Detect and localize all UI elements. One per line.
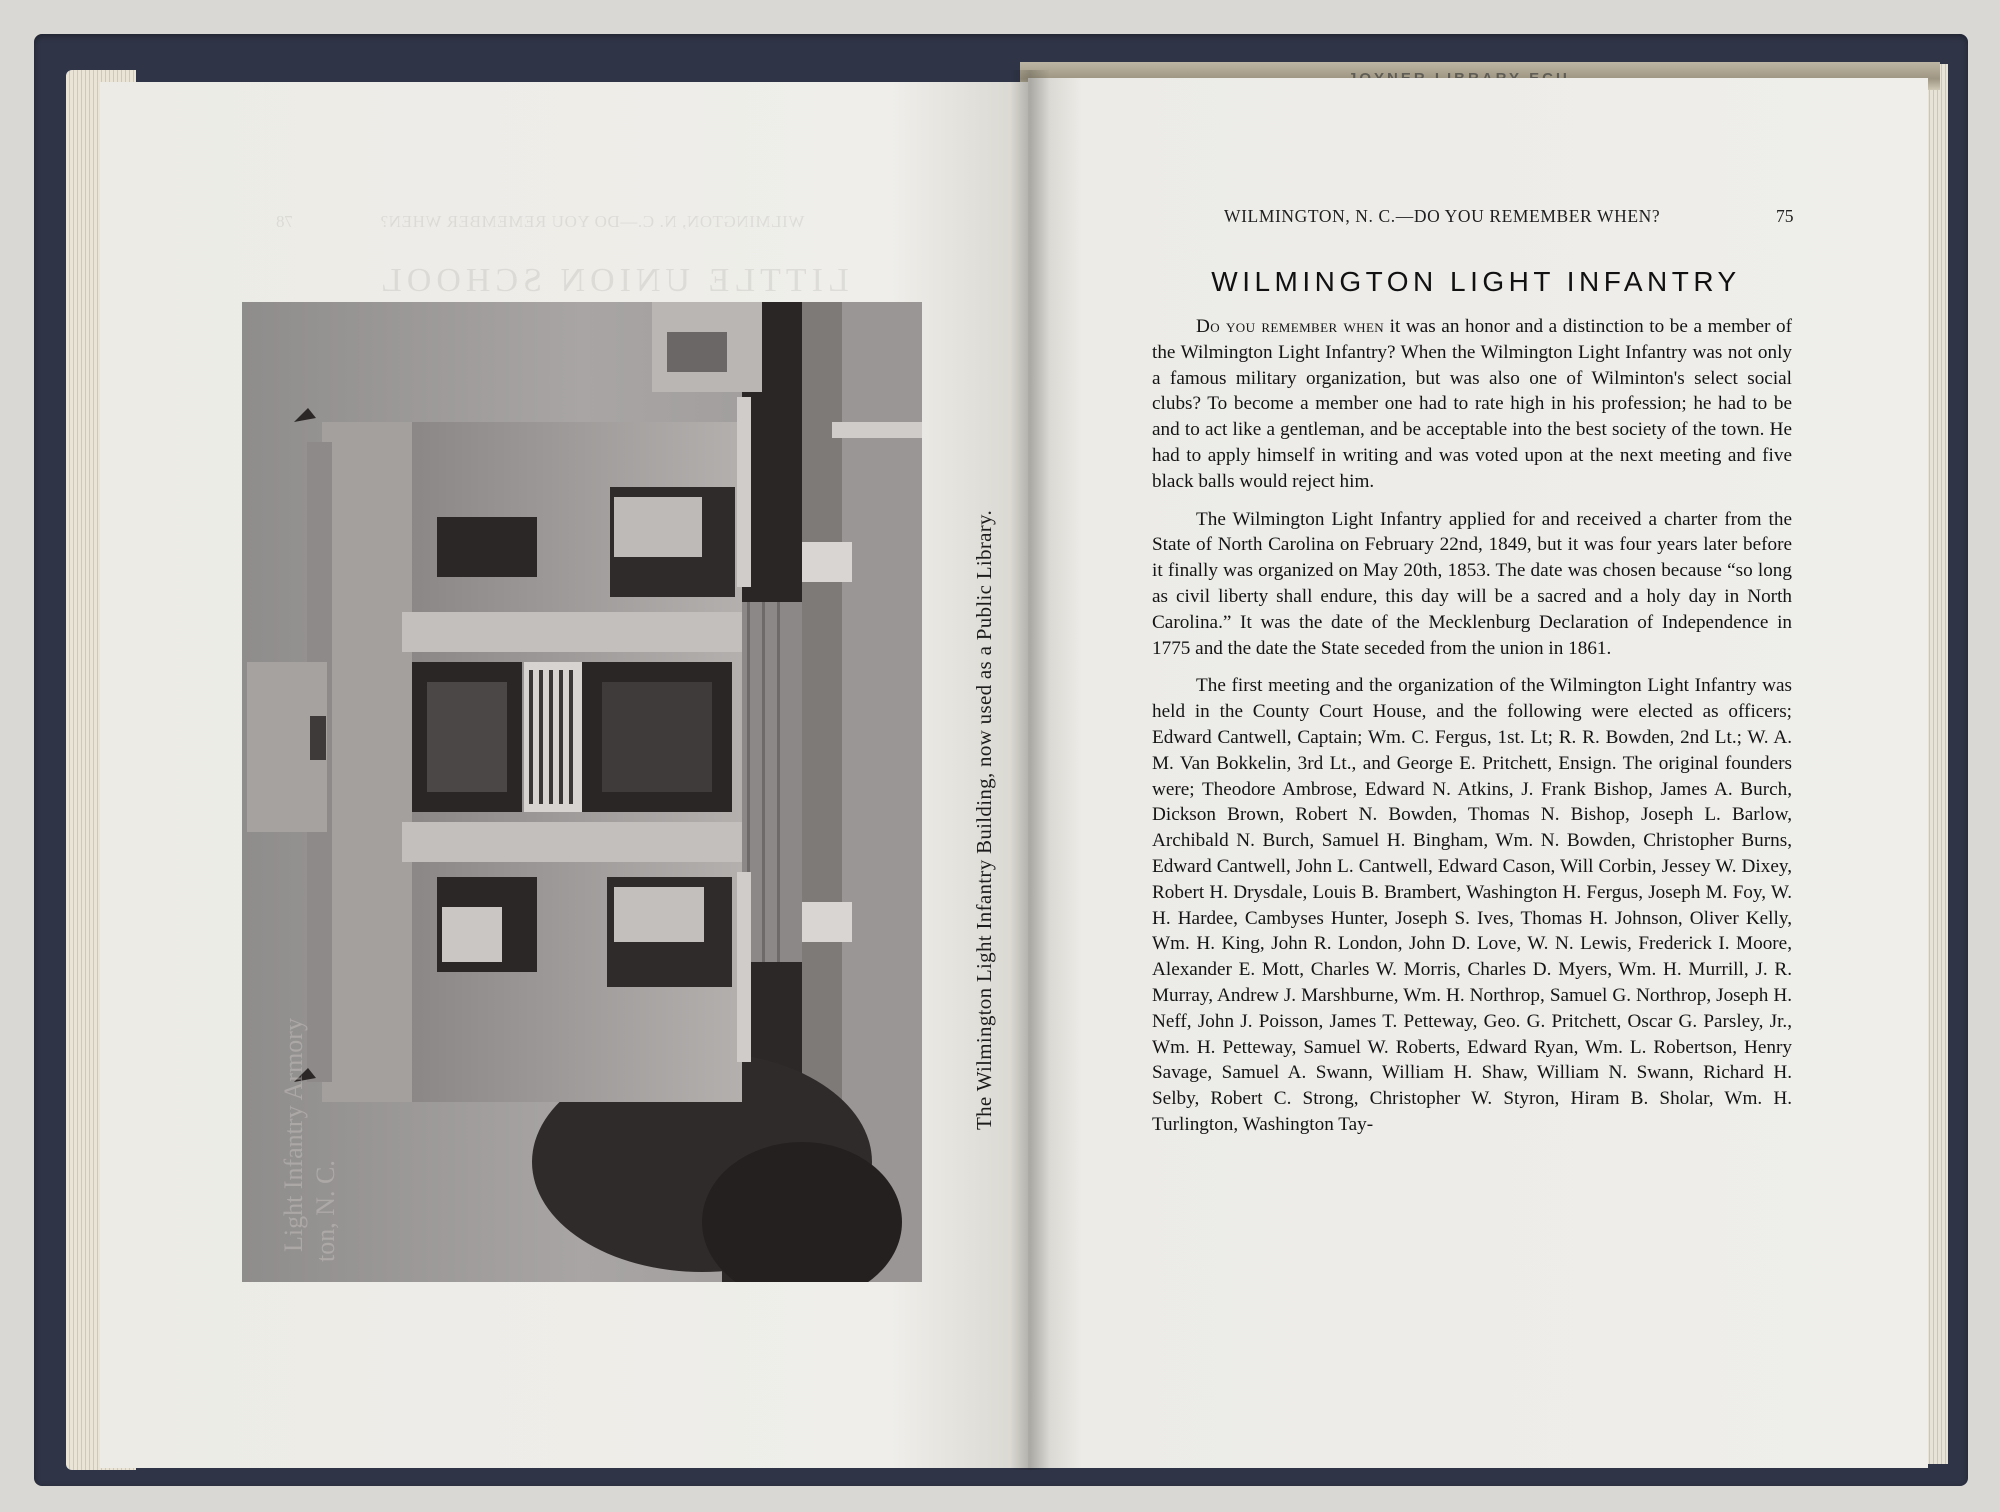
photo-faded-text-1: Light Infantry Armory [279, 1018, 308, 1252]
bleed-through-header: WILMINGTON, N. C.—DO YOU REMEMBER WHEN? [380, 212, 805, 231]
photo-faded-text-2: ton, N. C. [311, 1160, 340, 1262]
paragraph-1-lead: Do you remember when [1196, 316, 1385, 337]
chapter-title: WILMINGTON LIGHT INFANTRY [1211, 266, 1741, 297]
bleed-through-page-number: 78 [276, 212, 293, 231]
bleed-through-title: LITTLE UNION SCHOOL [376, 262, 849, 299]
page-number: 75 [1776, 206, 1794, 226]
paragraph-2: The Wilmington Light Infantry applied for and received a charter from the State of North Carolina on February 22nd, 1849, but it was four years later before it finally was organized on May 20th, 1853. The date was chosen because “so long as civil liberty shall endure, this day will be a sacred and a holy day in North Carolina.” It was the date of the Mecklenburg Declaration of Independence in 1775 and the date the State seceded from the union in 1861. [1152, 508, 1792, 659]
paragraph-3: The first meeting and the organization of the Wilmington Light Infantry was held in the County Court House, and the following were elected as officers; Edward Cantwell, Captain; Wm. C. Fergus, 1st. Lt; R. R. Bowden, 2nd Lt.; W. A. M. Van Bokkelin, 3rd Lt., and George E. Pritchett, Ensign. The original founders were; Theodore Ambrose, Edward N. Atkins, J. Frank Bishop, James A. Burch, Dickson Brown, Robert N. Bowden, Thomas N. Bishop, Joseph L. Barlow, Archibald N. Burch, Samuel H. Bingham, Wm. N. Bowden, Christopher Burns, Edward Cantwell, John L. Cantwell, Edward Cason, Will Corbin, Jessey W. Dixey, Robert H. Drysdale, Louis B. Brambert, Washington H. Fergus, Joseph M. Foy, W. H. Hardee, Cambyses Hunter, Joseph S. Ives, Thomas H. Johnson, Oliver Kelly, Wm. H. King, John R. London, John D. Love, W. N. Lewis, Frederick I. Moore, Alexander E. Mott, Charles W. Morris, Charles D. Myers, Wm. H. Murrill, J. R. Murray, Andrew J. Marshburne, Wm. H. Northrop, Samuel G. Northrop, Joseph H. Neff, John J. Poisson, James T. Petteway, Geo. G. Pritchett, Oscar G. Parsley, Jr., Wm. H. Petteway, Samuel W. Roberts, Edward Ryan, Wm. L. Robertson, Henry Savage, Samuel A. Swann, William H. Shaw, William N. Swann, Richard H. Selby, Robert C. Strong, Christopher W. Styron, Hiram B. Sholar, Wm. H. Turlington, Washington Tay- [1152, 675, 1792, 1135]
paragraph-1-text: it was an honor and a distinction to be a member of the Wilmington Light Infantry? When the Wilmington Light Infantry was not only a famous military organization, but was also one of Wilminton's select social clubs? To become a member one had to rate high in his profession; he had to be and to act like a gentleman, and be acceptable into the best society of the town. He had to apply himself in writing and was voted upon at the next meeting and five black balls would reject him. [1152, 316, 1792, 492]
photo-caption: The Wilmington Light Infantry Building, now used as a Public Library. [972, 509, 996, 1130]
paragraph-1 [1152, 314, 1792, 495]
armory-photo-illustration [242, 302, 922, 1282]
spine-gutter [1010, 70, 1050, 1470]
article-body [1152, 314, 1792, 1150]
armory-photograph [242, 302, 922, 1282]
running-head: WILMINGTON, N. C.—DO YOU REMEMBER WHEN? [1224, 206, 1661, 226]
